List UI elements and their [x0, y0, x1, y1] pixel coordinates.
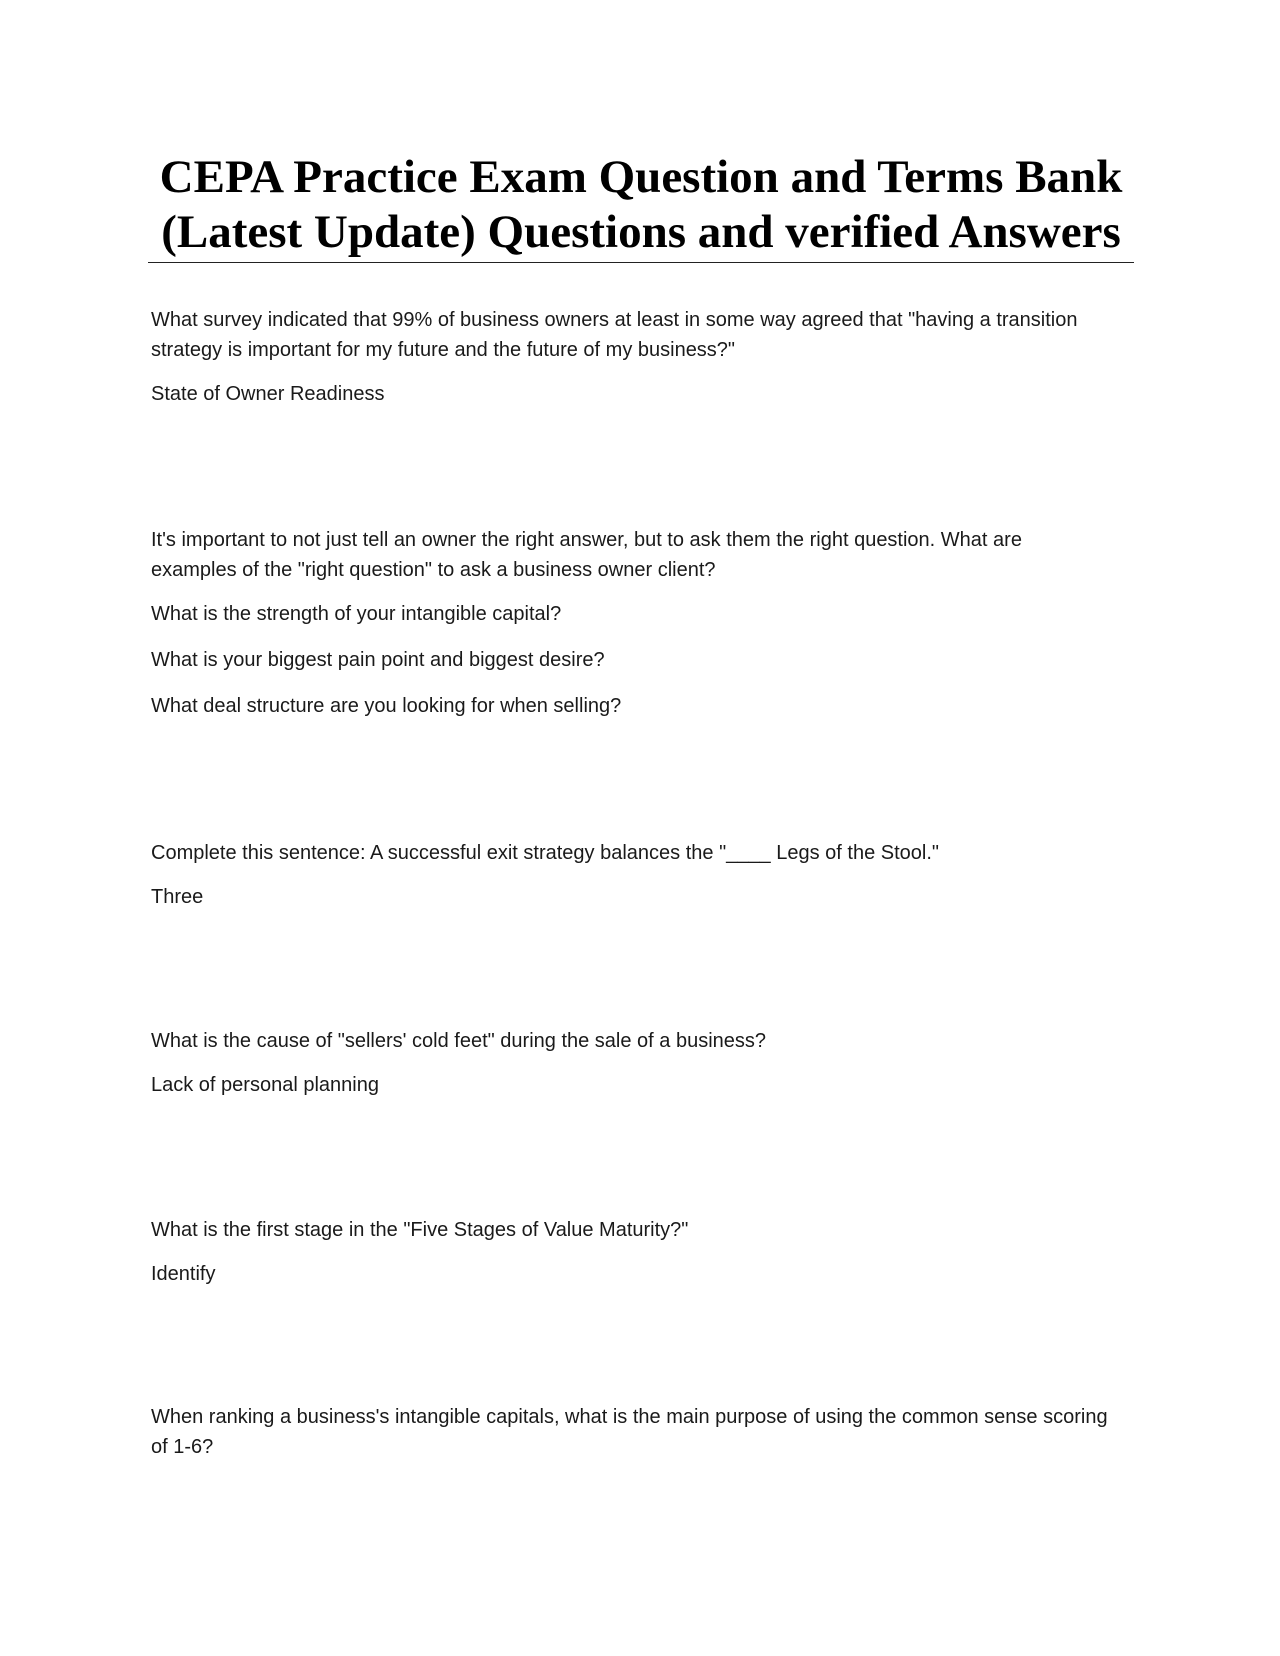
document-title — [148, 150, 1134, 263]
qa-item-1 — [151, 305, 1111, 409]
question-text: It's important to not just tell an owner the right answer, but to ask them the right question. What are examples of the "right question" to ask a business owner client? — [151, 529, 1022, 581]
answer-text: Lack of personal planning — [151, 1074, 379, 1096]
answer-text: State of Owner Readiness — [151, 383, 385, 405]
title-line-1: CEPA Practice Exam Question and Terms Bank — [159, 151, 1123, 203]
question-text: What is the first stage in the "Five Stages of Value Maturity?" — [151, 1219, 689, 1241]
answer-text: What deal structure are you looking for when selling? — [151, 695, 622, 717]
title-line-2: (Latest Update) Questions and verified Answers — [161, 206, 1121, 258]
qa-item-2 — [151, 525, 1111, 721]
question-text: Complete this sentence: A successful exit strategy balances the "____ Legs of the Stool." — [151, 842, 939, 864]
question-text: What survey indicated that 99% of business owners at least in some way agreed that "having a transition strategy is important for my future and the future of my business?" — [151, 309, 1078, 361]
qa-item-5 — [151, 1215, 1111, 1289]
answer-text: What is the strength of your intangible capital? — [151, 603, 562, 625]
question-text: When ranking a business's intangible capitals, what is the main purpose of using the common sense scoring of 1-6? — [151, 1406, 1108, 1458]
qa-item-6 — [151, 1402, 1111, 1462]
qa-item-4 — [151, 1026, 1111, 1100]
question-text: What is the cause of "sellers' cold feet" during the sale of a business? — [151, 1030, 767, 1052]
qa-item-3 — [151, 838, 1111, 912]
answer-text: What is your biggest pain point and biggest desire? — [151, 649, 605, 671]
answer-text: Three — [151, 886, 204, 908]
answer-text: Identify — [151, 1263, 216, 1285]
